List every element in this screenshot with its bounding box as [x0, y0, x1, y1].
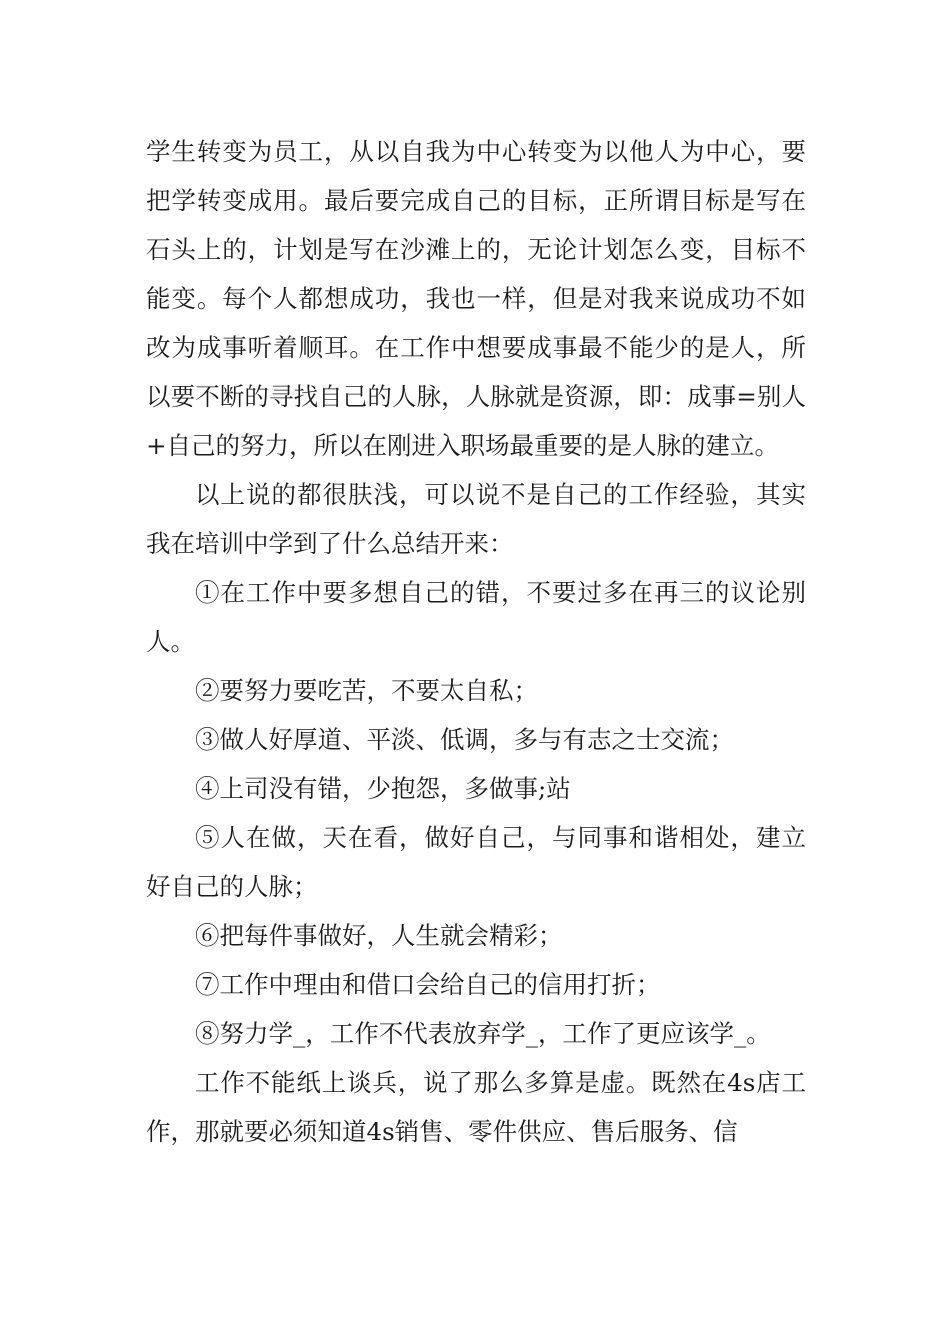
list-item-3: ③做人好厚道、平淡、低调，多与有志之士交流； [195, 725, 734, 754]
list-item-4: ④上司没有错，少抱怨，多做事;站 [195, 774, 571, 803]
document-body [146, 127, 806, 1156]
list-item-8: ⑧努力学_，工作不代表放弃学_，工作了更应该学_。 [195, 1019, 771, 1048]
list-item-2: ②要努力要吃苦，不要太自私； [195, 676, 538, 705]
paragraph-1: 学生转变为员工，从以自我为中心转变为以他人为中心，要把学转变成用。最后要完成自己的目标，正所谓目标是写在石头上的，计划是写在沙滩上的，无论计划怎么变，目标不能变。每个人都想成功，我也一样，但是对我来说成功不如改为成事听着顺耳。在工作中想要成事最不能少的是人，所以要不断的寻找自己的人脉，人脉就是资源，即：成事=别人+自己的努力，所以在刚进入职场最重要的是人脉的建立。 [146, 137, 806, 460]
list-item-5: ⑤人在做，天在看，做好自己，与同事和谐相处，建立好自己的人脉； [146, 823, 806, 901]
paragraph-2: 以上说的都很肤浅，可以说不是自己的工作经验，其实我在培训中学到了什么总结开来： [146, 480, 806, 558]
paragraph-3: 工作不能纸上谈兵，说了那么多算是虚。既然在4s店工作，那就要必须知道4s销售、零件供应、售后服务、信 [146, 1068, 806, 1146]
list-item-6: ⑥把每件事做好，人生就会精彩； [195, 921, 563, 950]
list-item-7: ⑦工作中理由和借口会给自己的信用打折； [195, 970, 661, 999]
list-item-1: ①在工作中要多想自己的错，不要过多在再三的议论别人。 [146, 578, 806, 656]
